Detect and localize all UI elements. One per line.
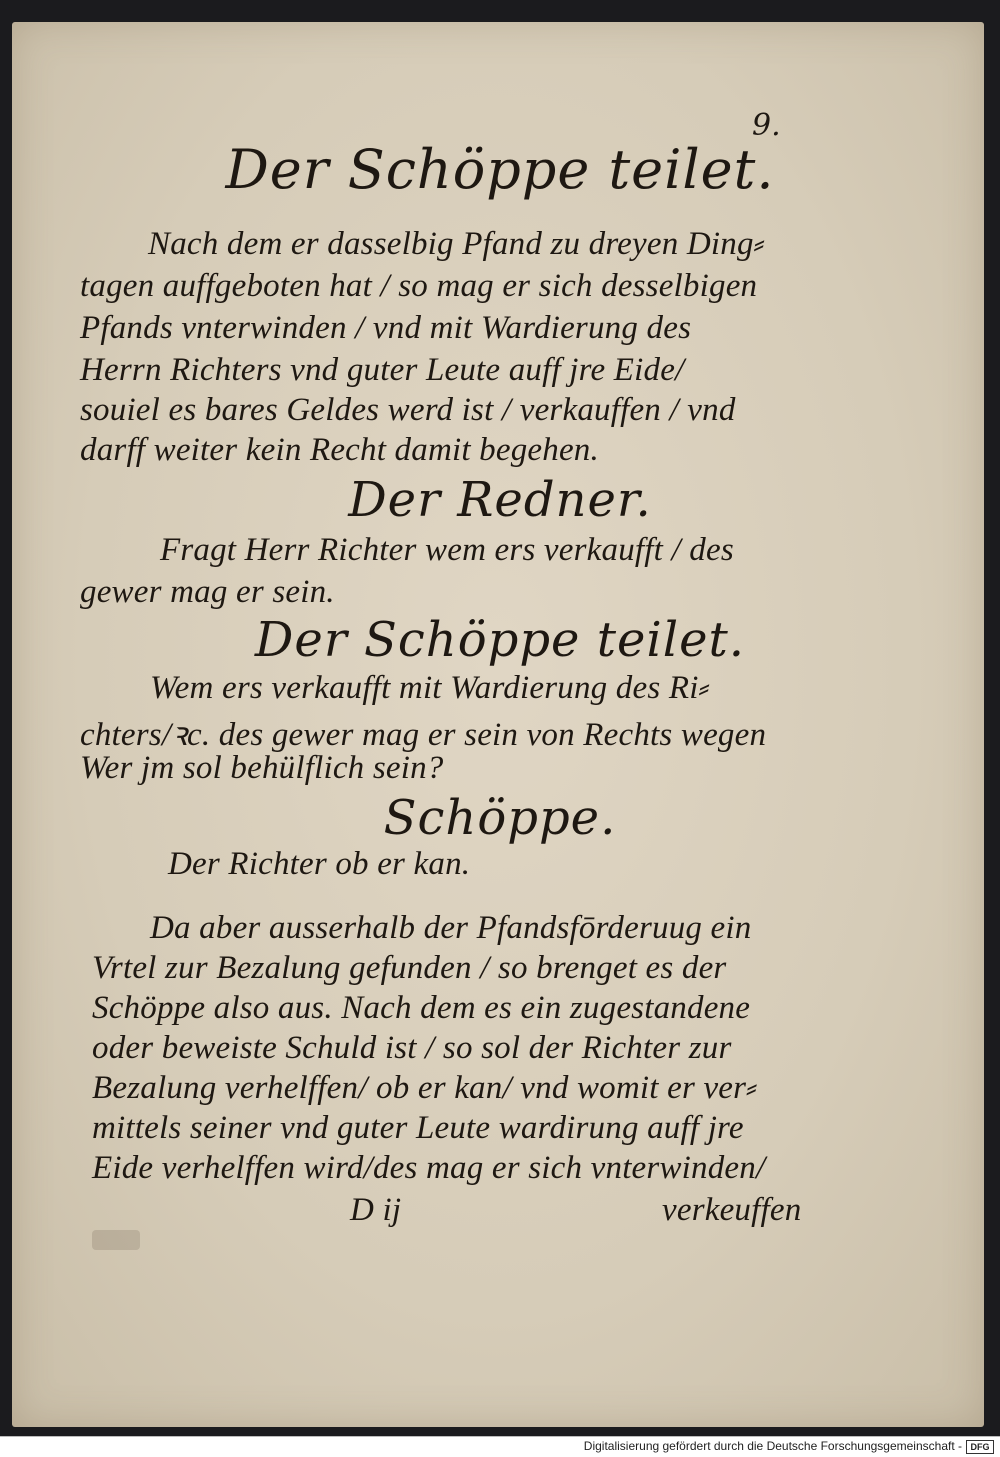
para-3-line-2: chters/ꝛc. des gewer mag er sein von Rechts wegen: [80, 717, 767, 753]
para-1-line-2: tagen auffgeboten hat / so mag er sich desselbigen: [80, 268, 758, 304]
para-4-line-1: Der Richter ob er kan.: [168, 846, 471, 882]
para-1-line-1: Nach dem er dasselbig Pfand zu dreyen Ding⸗: [148, 226, 765, 262]
bleed-through-mark: [92, 1230, 140, 1250]
para-5-line-7: Eide verhelffen wird/des mag er sich vnterwinden/: [92, 1150, 766, 1186]
para-5-line-3: Schöppe also aus. Nach dem es ein zugestandene: [92, 990, 751, 1026]
para-5-line-5: Bezalung verhelffen/ ob er kan/ vnd womit er ver⸗: [92, 1070, 758, 1106]
para-3-line-1: Wem ers verkaufft mit Wardierung des Ri⸗: [150, 670, 710, 706]
para-5-line-2: Vrtel zur Bezalung gefunden / so brenget es der: [92, 950, 727, 986]
para-1-line-3: Pfands vnterwinden / vnd mit Wardierung des: [80, 310, 692, 346]
dfg-logo-icon: DFG: [966, 1440, 994, 1454]
para-1-line-5: souiel es bares Geldes werd ist / verkauffen / vnd: [80, 392, 736, 428]
heading-schoeppe-teilet-2: Der Schöppe teilet.: [254, 612, 746, 668]
para-3-line-3: Wer jm sol behülflich sein?: [80, 750, 444, 786]
para-5-line-6: mittels seiner vnd guter Leute wardirung auff jre: [92, 1110, 744, 1146]
para-1-line-4: Herrn Richters vnd guter Leute auff jre Eide/: [80, 352, 685, 388]
footer-bar: [0, 1436, 1000, 1457]
footer-credit: Digitalisierung gefördert durch die Deutsche Forschungsgemeinschaft -: [583, 1439, 962, 1453]
para-5-line-1: Da aber ausserhalb der Pfandsfōrderuug ein: [150, 910, 752, 946]
signature-mark: D ij: [350, 1192, 402, 1228]
heading-schoeppe: Schöppe.: [383, 790, 617, 846]
catchword: verkeuffen: [662, 1192, 802, 1228]
page-number: 9.: [752, 108, 781, 143]
para-2-line-1: Fragt Herr Richter wem ers verkaufft / des: [160, 532, 734, 568]
heading-redner: Der Redner.: [348, 472, 652, 528]
para-2-line-2: gewer mag er sein.: [80, 574, 335, 610]
para-5-line-4: oder beweiste Schuld ist / so sol der Richter zur: [92, 1030, 732, 1066]
para-1-line-6: darff weiter kein Recht damit begehen.: [80, 432, 599, 468]
heading-schoeppe-teilet-1: Der Schöppe teilet.: [225, 138, 775, 201]
